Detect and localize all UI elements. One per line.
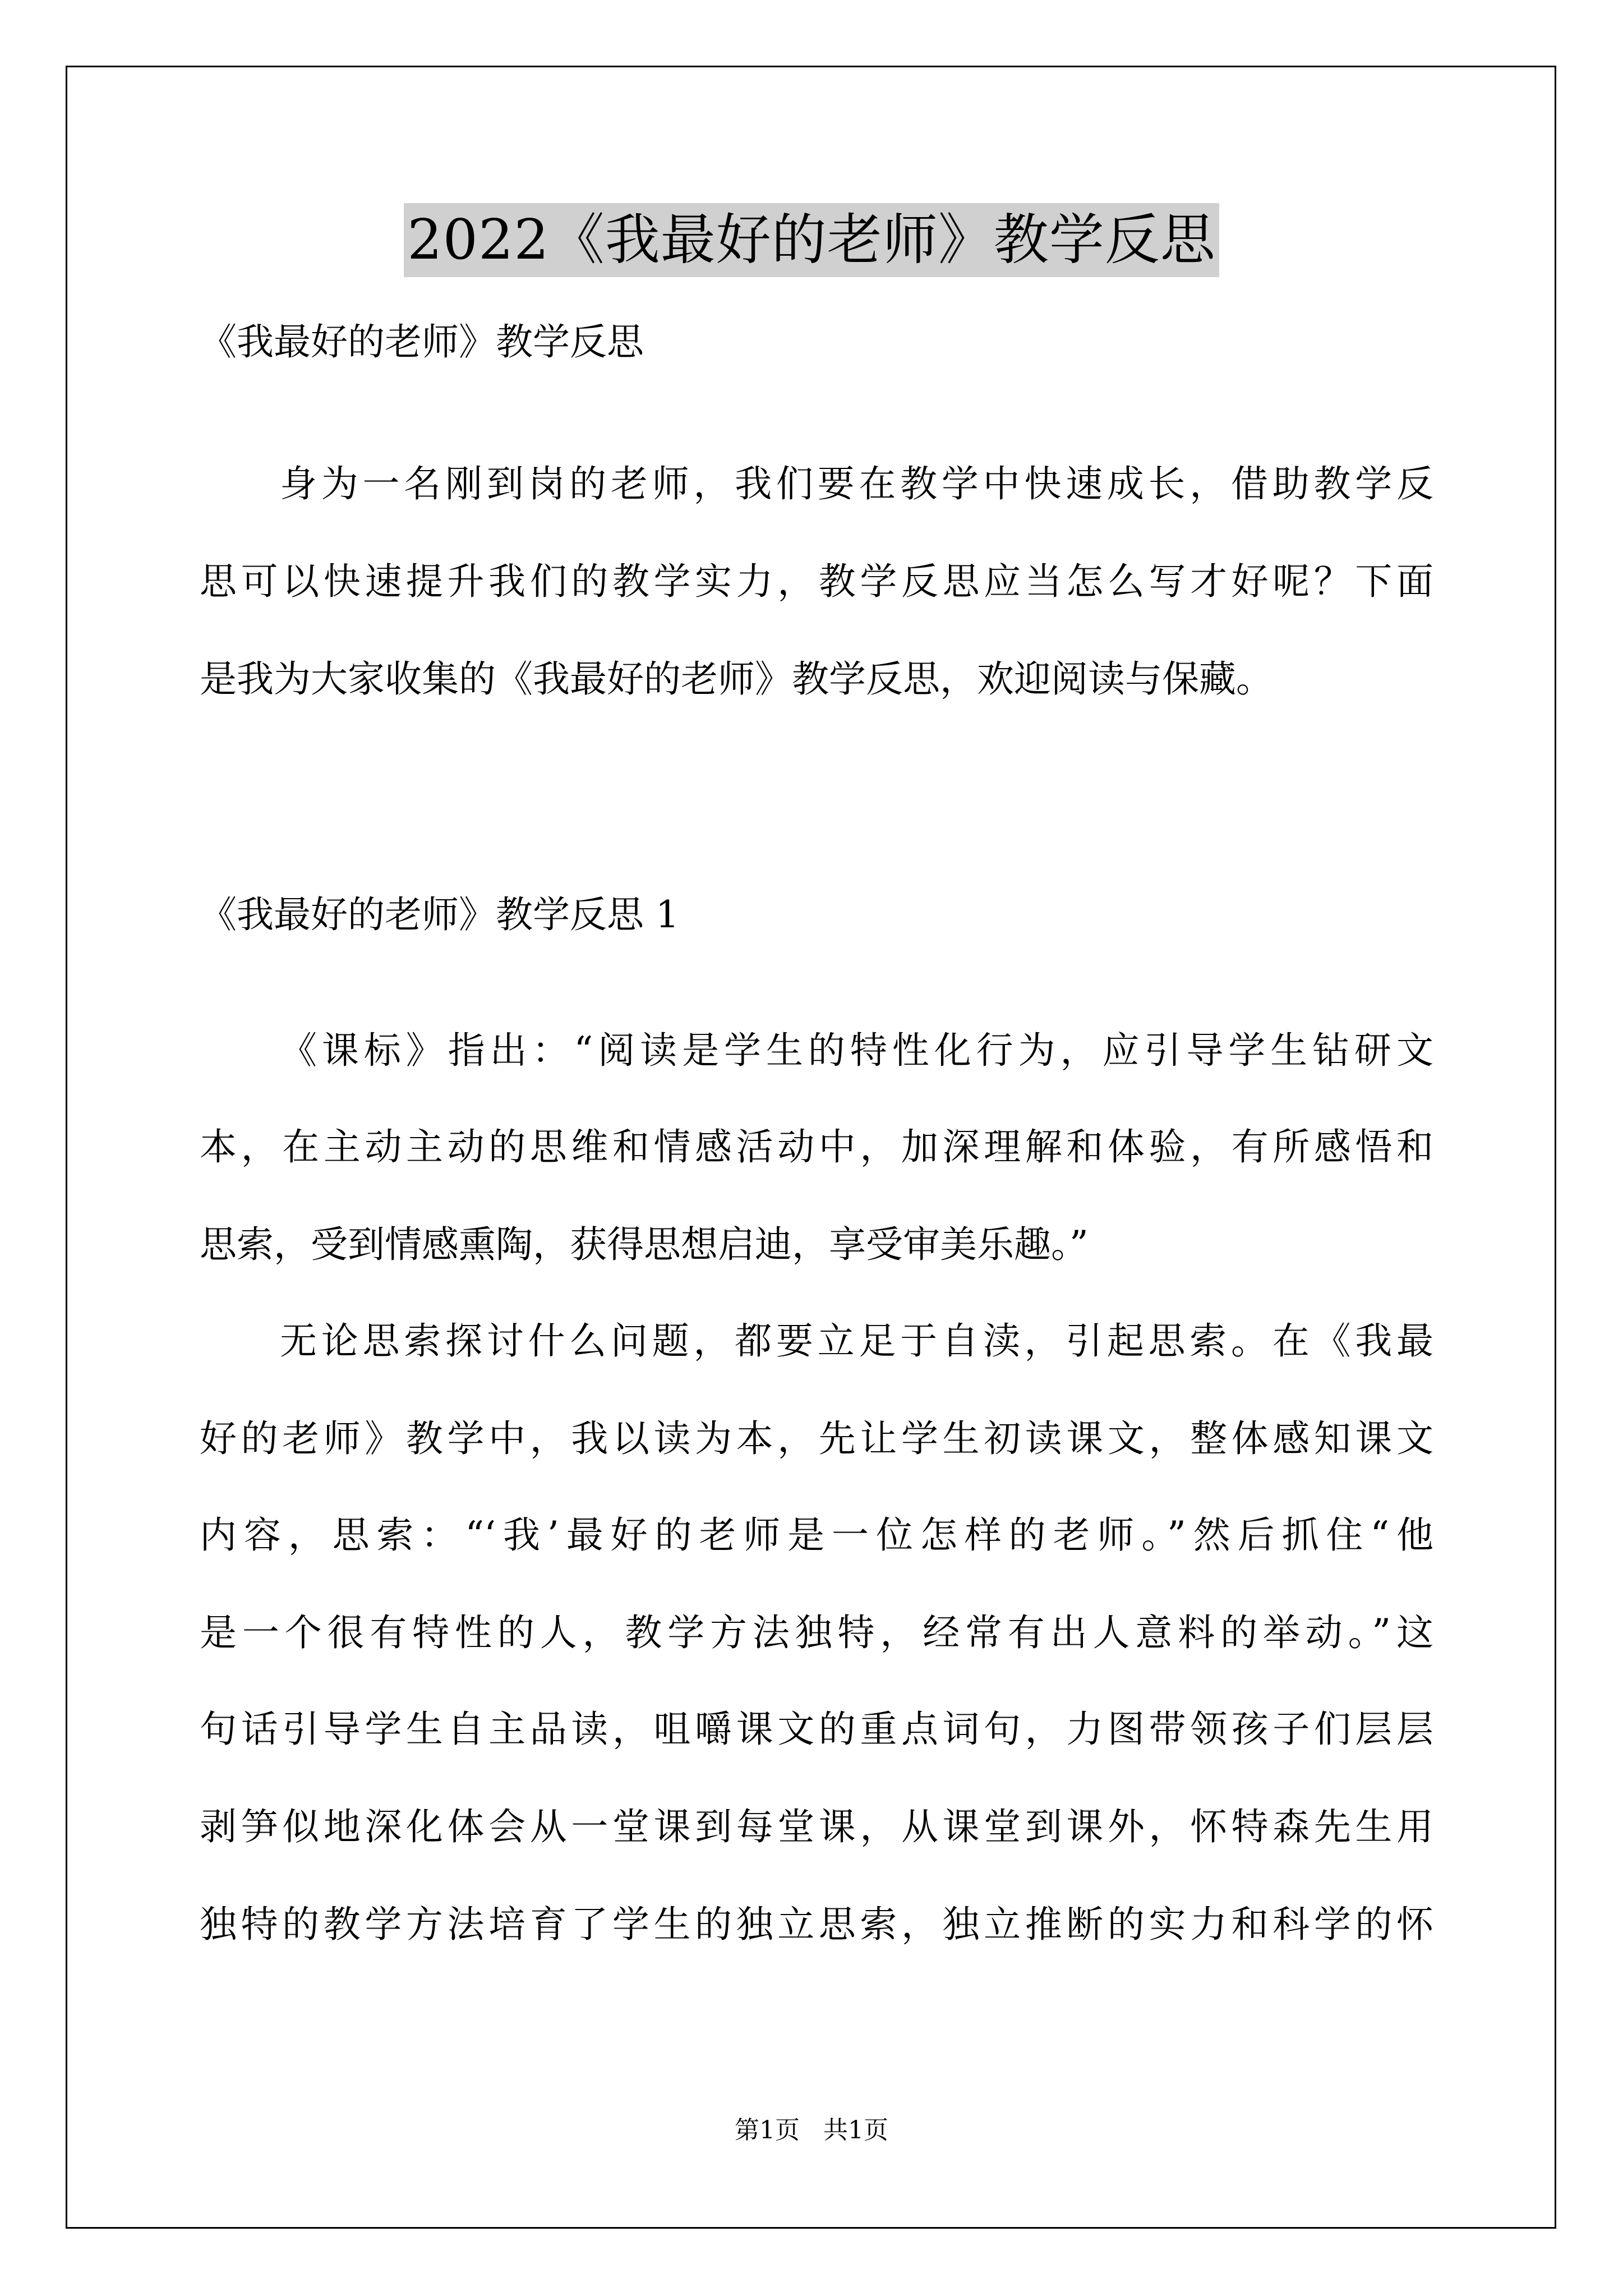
paragraph-2-line-5: 句话引导学生自主品读，咀嚼课文的重点词句，力图带领孩子们层层 — [200, 1708, 1433, 1751]
paragraph-2-line-7: 独特的教学方法培育了学生的独立思索，独立推断的实力和科学的怀 — [200, 1903, 1433, 1946]
paragraph-2-line-6: 剥笋似地深化体会从一堂课到每堂课，从课堂到课外，怀特森先生用 — [200, 1805, 1433, 1848]
paragraph-2-line-3: 内容，思索：“‘我’最好的老师是一位怎样的老师。”然后抓住“他 — [200, 1513, 1433, 1557]
document-title: 2022《我最好的老师》教学反思 — [404, 203, 1219, 277]
paragraph-1-line-3: 思索，受到情感熏陶，获得思想启迪，享受审美乐趣。” — [200, 1223, 1089, 1266]
subheading-1: 《我最好的老师》教学反思 1 — [200, 893, 679, 936]
paragraph-2-line-4: 是一个很有特性的人，教学方法独特，经常有出人意料的举动。”这 — [200, 1611, 1433, 1654]
page-footer: 第1页 共1页 — [735, 2116, 888, 2145]
intro-line-1: 身为一名刚到岗的老师，我们要在教学中快速成长，借助教学反 — [280, 462, 1433, 505]
paragraph-2-line-1: 无论思索探讨什么问题，都要立足于自渎，引起思索。在《我最 — [280, 1319, 1433, 1363]
paragraph-1-line-2: 本，在主动主动的思维和情感活动中，加深理解和体验，有所感悟和 — [200, 1125, 1433, 1168]
intro-line-3: 是我为大家收集的《我最好的老师》教学反思，欢迎阅读与保藏。 — [200, 657, 1273, 701]
intro-line-2: 思可以快速提升我们的教学实力，教学反思应当怎么写才好呢？下面 — [200, 560, 1433, 603]
paragraph-2-line-2: 好的老师》教学中，我以读为本，先让学生初读课文，整体感知课文 — [200, 1417, 1433, 1460]
title-container — [0, 203, 1623, 277]
paragraph-1-line-1: 《课标》指出：“阅读是学生的特性化行为，应引导学生钻研文 — [280, 1029, 1433, 1072]
section-heading: 《我最好的老师》教学反思 — [200, 320, 644, 364]
